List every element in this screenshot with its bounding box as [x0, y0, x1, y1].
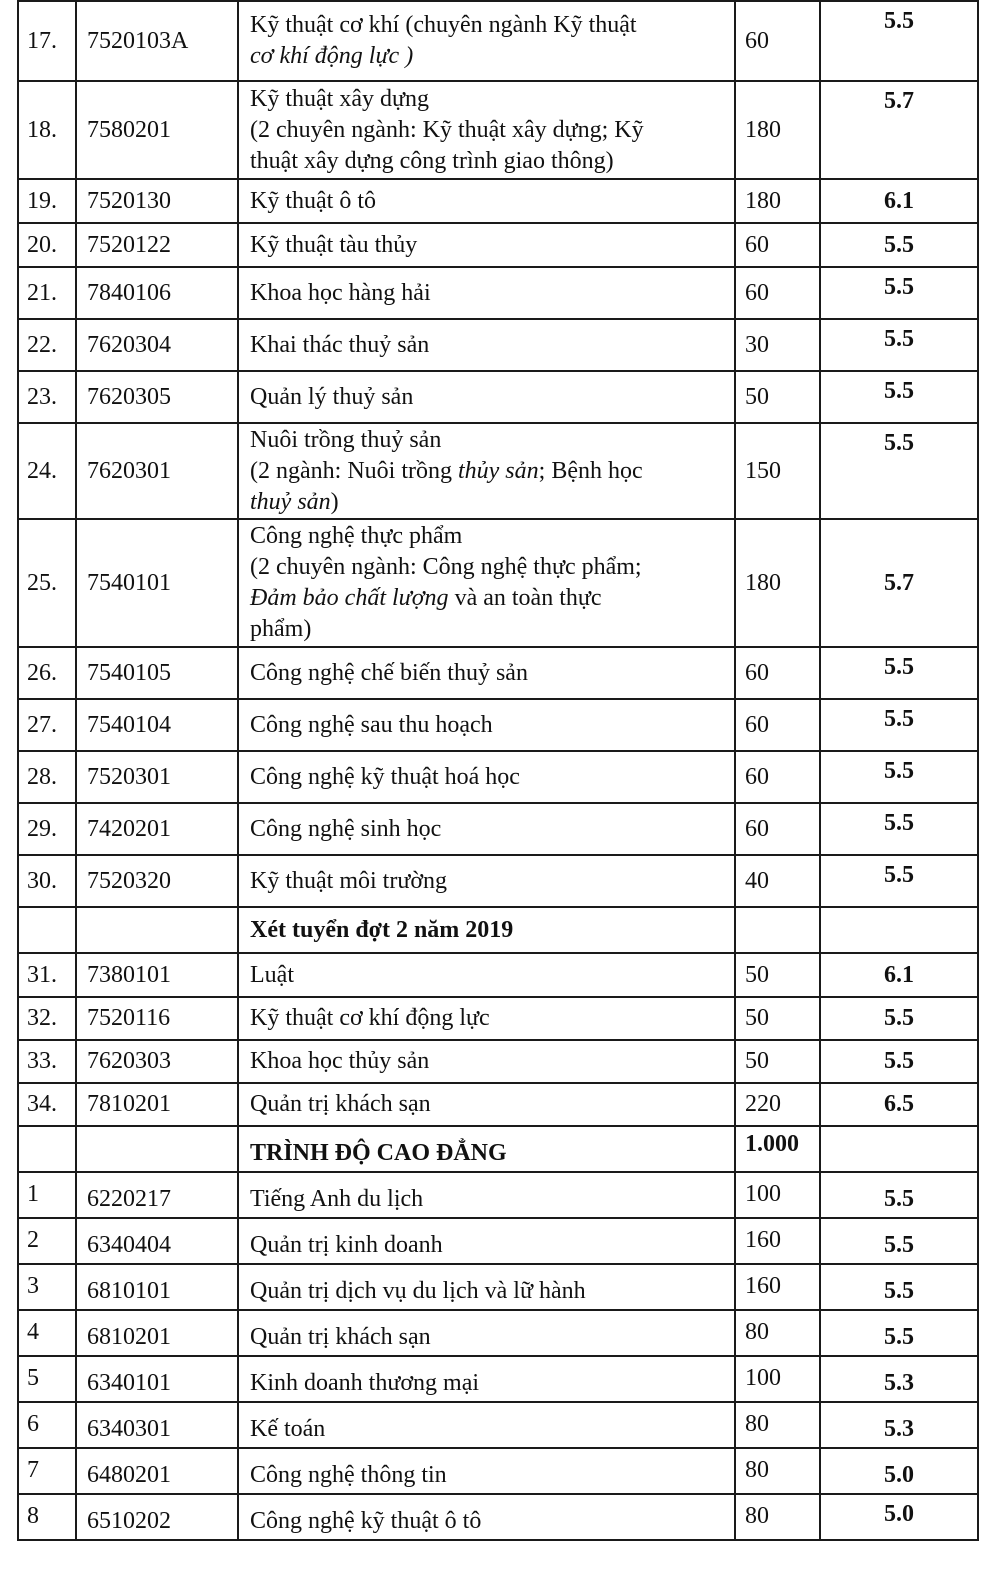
major-name: Kỹ thuật cơ khí động lực	[238, 997, 735, 1040]
major-name: Công nghệ kỹ thuật hoá học	[238, 751, 735, 803]
table-row	[18, 1310, 978, 1356]
major-name-part: thủy sản	[457, 457, 539, 484]
major-code: 7540104	[76, 699, 238, 751]
table-row	[18, 423, 978, 519]
table-row	[18, 855, 978, 907]
major-name-line	[250, 487, 724, 518]
score: 5.5	[820, 997, 978, 1040]
major-name: Khoa học hàng hải	[238, 267, 735, 319]
score: 6.1	[820, 179, 978, 223]
major-code: 7620305	[76, 371, 238, 423]
major-name	[238, 81, 735, 179]
score: 5.5	[820, 223, 978, 267]
score: 5.5	[820, 1040, 978, 1083]
major-name-line: cơ khí động lực )	[250, 43, 414, 69]
section-heading: Xét tuyển đợt 2 năm 2019	[238, 907, 735, 953]
table-row	[18, 371, 978, 423]
quota: 50	[735, 1040, 820, 1083]
quota: 30	[735, 319, 820, 371]
major-name-part: thuỷ sản	[250, 488, 331, 515]
score: 5.5	[820, 751, 978, 803]
major-name: Kinh doanh thương mại	[238, 1356, 735, 1402]
row-number: 1	[18, 1172, 76, 1218]
major-name-line: phẩm)	[250, 616, 312, 642]
major-code: 6340404	[76, 1218, 238, 1264]
row-number: 21.	[18, 267, 76, 319]
major-name-line: thuật xây dựng công trình giao thông)	[250, 147, 614, 174]
row-number: 31.	[18, 953, 76, 997]
quota: 80	[735, 1448, 820, 1494]
major-code: 7540105	[76, 647, 238, 699]
major-name: Công nghệ chế biến thuỷ sản	[238, 647, 735, 699]
quota: 60	[735, 699, 820, 751]
major-name: Công nghệ sinh học	[238, 803, 735, 855]
row-number: 7	[18, 1448, 76, 1494]
major-code: 7380101	[76, 953, 238, 997]
quota: 50	[735, 997, 820, 1040]
major-code: 7520130	[76, 179, 238, 223]
major-name-line: Kỹ thuật cơ khí (chuyên ngành Kỹ thuật	[250, 12, 637, 38]
major-name-part: Đảm bảo chất lượng	[250, 585, 449, 611]
table-row	[18, 1218, 978, 1264]
quota: 160	[735, 1264, 820, 1310]
row-number: 28.	[18, 751, 76, 803]
row-number: 26.	[18, 647, 76, 699]
empty-cell	[820, 907, 978, 953]
row-number: 6	[18, 1402, 76, 1448]
row-number: 3	[18, 1264, 76, 1310]
row-number: 2	[18, 1218, 76, 1264]
major-name: Quản trị kinh doanh	[238, 1218, 735, 1264]
quota: 80	[735, 1310, 820, 1356]
empty-cell	[18, 1126, 76, 1172]
major-code: 7840106	[76, 267, 238, 319]
row-number: 17.	[18, 1, 76, 81]
table-row	[18, 223, 978, 267]
quota: 50	[735, 371, 820, 423]
major-name-line	[250, 456, 724, 487]
major-name-part: và an toàn thực	[448, 585, 602, 611]
major-name-line: (2 chuyên ngành: Kỹ thuật xây dựng; Kỹ	[250, 116, 644, 143]
major-name-line: Nuôi trồng thuỷ sản	[250, 426, 442, 453]
score: 6.5	[820, 1083, 978, 1126]
score: 5.3	[820, 1402, 978, 1448]
row-number: 30.	[18, 855, 76, 907]
major-name-part: )	[330, 488, 339, 515]
empty-cell	[18, 907, 76, 953]
table-row	[18, 1448, 978, 1494]
major-name: Tiếng Anh du lịch	[238, 1172, 735, 1218]
quota: 80	[735, 1494, 820, 1540]
major-code: 6340301	[76, 1402, 238, 1448]
score: 5.0	[820, 1494, 978, 1540]
quota: 100	[735, 1172, 820, 1218]
empty-cell	[820, 1126, 978, 1172]
major-name: Công nghệ thông tin	[238, 1448, 735, 1494]
score: 5.0	[820, 1448, 978, 1494]
major-name-part: ; Bệnh học	[538, 457, 643, 484]
section-quota: 1.000	[735, 1126, 820, 1172]
table-row	[18, 267, 978, 319]
score: 5.5	[820, 647, 978, 699]
major-name	[238, 423, 735, 519]
quota: 180	[735, 519, 820, 647]
quota: 150	[735, 423, 820, 519]
major-code: 6220217	[76, 1172, 238, 1218]
major-code: 7620301	[76, 423, 238, 519]
major-name-part: (2 ngành: Nuôi trồng	[250, 457, 458, 484]
empty-cell	[76, 1126, 238, 1172]
major-code: 7520122	[76, 223, 238, 267]
table-row	[18, 1402, 978, 1448]
table-row	[18, 751, 978, 803]
table-row	[18, 1172, 978, 1218]
table-row	[18, 997, 978, 1040]
score: 5.5	[820, 1218, 978, 1264]
row-number: 5	[18, 1356, 76, 1402]
table-row	[18, 319, 978, 371]
major-code: 7540101	[76, 519, 238, 647]
quota: 60	[735, 647, 820, 699]
major-name: Kỹ thuật tàu thủy	[238, 223, 735, 267]
table-row	[18, 803, 978, 855]
score: 5.5	[820, 855, 978, 907]
major-name: Quản trị khách sạn	[238, 1310, 735, 1356]
score: 5.5	[820, 1172, 978, 1218]
table-row	[18, 1083, 978, 1126]
table-row	[18, 1, 978, 81]
row-number: 34.	[18, 1083, 76, 1126]
major-name: Luật	[238, 953, 735, 997]
quota: 180	[735, 81, 820, 179]
major-name	[238, 1, 735, 81]
major-name-line: Công nghệ thực phẩm	[250, 523, 463, 549]
major-code: 7620304	[76, 319, 238, 371]
score: 5.5	[820, 1264, 978, 1310]
major-name: Kế toán	[238, 1402, 735, 1448]
row-number: 8	[18, 1494, 76, 1540]
score: 6.1	[820, 953, 978, 997]
row-number: 22.	[18, 319, 76, 371]
row-number: 23.	[18, 371, 76, 423]
empty-cell	[735, 907, 820, 953]
admission-scores-table	[17, 0, 979, 1541]
score: 5.5	[820, 267, 978, 319]
row-number: 27.	[18, 699, 76, 751]
major-name: Kỹ thuật ô tô	[238, 179, 735, 223]
table-row	[18, 81, 978, 179]
score: 5.5	[820, 423, 978, 519]
row-number: 33.	[18, 1040, 76, 1083]
major-name-line	[250, 583, 724, 614]
table-row	[18, 647, 978, 699]
score: 5.5	[820, 371, 978, 423]
empty-cell	[76, 907, 238, 953]
score: 5.5	[820, 1310, 978, 1356]
score: 5.5	[820, 803, 978, 855]
major-code: 7520320	[76, 855, 238, 907]
major-name	[238, 519, 735, 647]
major-code: 7420201	[76, 803, 238, 855]
row-number: 4	[18, 1310, 76, 1356]
score: 5.7	[820, 519, 978, 647]
score: 5.5	[820, 1, 978, 81]
quota: 100	[735, 1356, 820, 1402]
major-code: 7520301	[76, 751, 238, 803]
major-name: Khai thác thuỷ sản	[238, 319, 735, 371]
table-row	[18, 1356, 978, 1402]
section-row	[18, 907, 978, 953]
quota: 60	[735, 803, 820, 855]
table-row	[18, 953, 978, 997]
quota: 60	[735, 751, 820, 803]
major-code: 7580201	[76, 81, 238, 179]
section-row	[18, 1126, 978, 1172]
major-name: Quản trị dịch vụ du lịch và lữ hành	[238, 1264, 735, 1310]
major-code: 6480201	[76, 1448, 238, 1494]
major-name: Kỹ thuật môi trường	[238, 855, 735, 907]
quota: 220	[735, 1083, 820, 1126]
major-name: Công nghệ kỹ thuật ô tô	[238, 1494, 735, 1540]
row-number: 25.	[18, 519, 76, 647]
score: 5.5	[820, 319, 978, 371]
row-number: 24.	[18, 423, 76, 519]
major-name: Quản trị khách sạn	[238, 1083, 735, 1126]
table-row	[18, 1264, 978, 1310]
major-code: 7520116	[76, 997, 238, 1040]
row-number: 18.	[18, 81, 76, 179]
row-number: 19.	[18, 179, 76, 223]
table-row	[18, 1040, 978, 1083]
score: 5.7	[820, 81, 978, 179]
major-name: Công nghệ sau thu hoạch	[238, 699, 735, 751]
quota: 60	[735, 1, 820, 81]
table-row	[18, 699, 978, 751]
section-heading: TRÌNH ĐỘ CAO ĐẲNG	[238, 1126, 735, 1172]
major-code: 7810201	[76, 1083, 238, 1126]
major-name: Khoa học thủy sản	[238, 1040, 735, 1083]
quota: 60	[735, 267, 820, 319]
major-name-line: (2 chuyên ngành: Công nghệ thực phẩm;	[250, 554, 642, 580]
quota: 60	[735, 223, 820, 267]
quota: 160	[735, 1218, 820, 1264]
row-number: 29.	[18, 803, 76, 855]
major-code: 7620303	[76, 1040, 238, 1083]
table-row	[18, 179, 978, 223]
quota: 40	[735, 855, 820, 907]
major-name-line: Kỹ thuật xây dựng	[250, 85, 429, 112]
quota: 180	[735, 179, 820, 223]
table-row	[18, 519, 978, 647]
score: 5.3	[820, 1356, 978, 1402]
major-code: 6340101	[76, 1356, 238, 1402]
quota: 80	[735, 1402, 820, 1448]
major-code: 6510202	[76, 1494, 238, 1540]
quota: 50	[735, 953, 820, 997]
row-number: 32.	[18, 997, 76, 1040]
major-code: 7520103A	[76, 1, 238, 81]
score: 5.5	[820, 699, 978, 751]
major-code: 6810201	[76, 1310, 238, 1356]
major-code: 6810101	[76, 1264, 238, 1310]
row-number: 20.	[18, 223, 76, 267]
table-row	[18, 1494, 978, 1540]
major-name: Quản lý thuỷ sản	[238, 371, 735, 423]
